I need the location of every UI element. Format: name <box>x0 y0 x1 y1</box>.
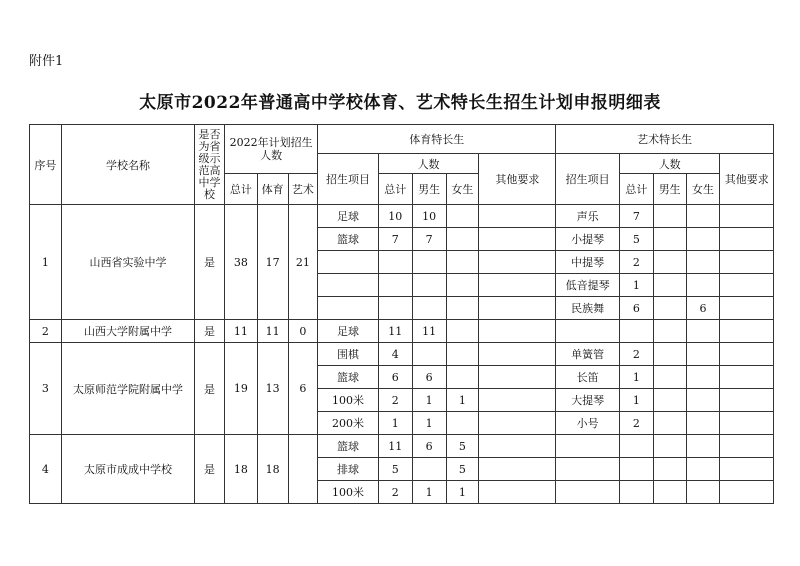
school-name: 太原市成成中学校 <box>61 435 194 504</box>
table-row <box>30 435 774 458</box>
sports-male <box>412 458 446 481</box>
art-female <box>686 389 720 412</box>
sports-other <box>479 228 556 251</box>
sports-male <box>412 274 446 297</box>
art-other <box>720 366 774 389</box>
art-total: 2 <box>619 343 653 366</box>
art-total <box>619 320 653 343</box>
art-male <box>653 458 686 481</box>
sports-project <box>318 274 379 297</box>
sports-other <box>479 366 556 389</box>
plan-sports: 11 <box>257 320 288 343</box>
header-sports-total: 总计 <box>378 174 412 205</box>
art-female <box>686 274 720 297</box>
school-name: 山西省实验中学 <box>61 205 194 320</box>
plan-total: 11 <box>224 320 257 343</box>
art-project: 低音提琴 <box>556 274 620 297</box>
header-art-total: 总计 <box>619 174 653 205</box>
school-demo-flag: 是 <box>195 343 225 435</box>
sports-female: 1 <box>446 481 479 504</box>
sports-male: 6 <box>412 435 446 458</box>
sports-project: 围棋 <box>318 343 379 366</box>
header-plan-total: 总计 <box>224 174 257 205</box>
art-other <box>720 228 774 251</box>
art-female <box>686 343 720 366</box>
art-project: 单簧管 <box>556 343 620 366</box>
sports-total: 1 <box>378 412 412 435</box>
sports-project: 100米 <box>318 389 379 412</box>
school-name: 太原师范学院附属中学 <box>61 343 194 435</box>
sports-project: 200米 <box>318 412 379 435</box>
sports-female <box>446 228 479 251</box>
sports-other <box>479 343 556 366</box>
art-total: 7 <box>619 205 653 228</box>
art-male <box>653 205 686 228</box>
header-plan: 2022年计划招生人数 <box>224 125 317 174</box>
sports-female <box>446 251 479 274</box>
art-total: 1 <box>619 366 653 389</box>
sports-total <box>378 251 412 274</box>
header-art-group: 艺术特长生 <box>556 125 774 154</box>
header-sports-people: 人数 <box>378 154 479 174</box>
sports-other <box>479 320 556 343</box>
sports-project <box>318 297 379 320</box>
art-other <box>720 297 774 320</box>
art-female <box>686 458 720 481</box>
header-plan-sports: 体育 <box>257 174 288 205</box>
sports-project <box>318 251 379 274</box>
art-other <box>720 481 774 504</box>
sports-male: 7 <box>412 228 446 251</box>
sports-project: 排球 <box>318 458 379 481</box>
art-male <box>653 389 686 412</box>
sports-project: 足球 <box>318 205 379 228</box>
art-other <box>720 412 774 435</box>
plan-sports: 17 <box>257 205 288 320</box>
header-art-people: 人数 <box>619 154 720 174</box>
art-male <box>653 228 686 251</box>
sports-project: 篮球 <box>318 435 379 458</box>
art-total <box>619 458 653 481</box>
art-other <box>720 435 774 458</box>
school-demo-flag: 是 <box>195 435 225 504</box>
sports-total <box>378 274 412 297</box>
art-other <box>720 389 774 412</box>
sports-female <box>446 205 479 228</box>
school-seq: 3 <box>30 343 62 435</box>
art-male <box>653 274 686 297</box>
sports-total: 4 <box>378 343 412 366</box>
art-total <box>619 481 653 504</box>
sports-total <box>378 297 412 320</box>
art-project <box>556 481 620 504</box>
art-other <box>720 251 774 274</box>
art-male <box>653 297 686 320</box>
art-other <box>720 205 774 228</box>
sports-total: 10 <box>378 205 412 228</box>
sports-other <box>479 297 556 320</box>
art-female <box>686 205 720 228</box>
header-sports-group: 体育特长生 <box>318 125 556 154</box>
attachment-label: 附件1 <box>29 54 64 69</box>
sports-total: 2 <box>378 481 412 504</box>
art-project: 民族舞 <box>556 297 620 320</box>
school-seq: 1 <box>30 205 62 320</box>
sports-male <box>412 343 446 366</box>
art-total: 1 <box>619 274 653 297</box>
sports-total: 2 <box>378 389 412 412</box>
art-male <box>653 251 686 274</box>
sports-project: 篮球 <box>318 228 379 251</box>
plan-art: 0 <box>288 320 318 343</box>
art-female <box>686 366 720 389</box>
art-female <box>686 320 720 343</box>
art-total: 6 <box>619 297 653 320</box>
header-sports-other: 其他要求 <box>479 154 556 205</box>
sports-male: 11 <box>412 320 446 343</box>
sports-male: 1 <box>412 412 446 435</box>
sports-male: 10 <box>412 205 446 228</box>
header-art-female: 女生 <box>686 174 720 205</box>
art-male <box>653 481 686 504</box>
sports-project: 100米 <box>318 481 379 504</box>
art-total: 2 <box>619 251 653 274</box>
sports-male <box>412 297 446 320</box>
school-seq: 4 <box>30 435 62 504</box>
art-other <box>720 458 774 481</box>
sports-male: 6 <box>412 366 446 389</box>
sports-female <box>446 366 479 389</box>
art-total: 1 <box>619 389 653 412</box>
sports-other <box>479 251 556 274</box>
art-female <box>686 481 720 504</box>
school-demo-flag: 是 <box>195 320 225 343</box>
plan-table <box>29 124 774 504</box>
art-female <box>686 412 720 435</box>
plan-total: 18 <box>224 435 257 504</box>
sports-female <box>446 320 479 343</box>
sports-female <box>446 343 479 366</box>
art-project: 中提琴 <box>556 251 620 274</box>
sports-other <box>479 412 556 435</box>
art-male <box>653 320 686 343</box>
table-row <box>30 343 774 366</box>
art-total: 2 <box>619 412 653 435</box>
sports-total: 6 <box>378 366 412 389</box>
art-female <box>686 435 720 458</box>
sports-female: 5 <box>446 435 479 458</box>
sports-other <box>479 481 556 504</box>
header-art-other: 其他要求 <box>720 154 774 205</box>
art-female <box>686 228 720 251</box>
sports-other <box>479 458 556 481</box>
plan-total: 19 <box>224 343 257 435</box>
sports-female: 1 <box>446 389 479 412</box>
sports-female <box>446 297 479 320</box>
sports-female <box>446 412 479 435</box>
sports-total: 11 <box>378 320 412 343</box>
art-project: 小提琴 <box>556 228 620 251</box>
art-male <box>653 435 686 458</box>
sports-female <box>446 274 479 297</box>
header-demo: 是否为省级示范高中学校 <box>195 125 225 205</box>
header-art-male: 男生 <box>653 174 686 205</box>
plan-sports: 18 <box>257 435 288 504</box>
plan-art: 21 <box>288 205 318 320</box>
art-total <box>619 435 653 458</box>
sports-total: 5 <box>378 458 412 481</box>
sports-total: 11 <box>378 435 412 458</box>
sports-other <box>479 274 556 297</box>
sports-male: 1 <box>412 481 446 504</box>
plan-total: 38 <box>224 205 257 320</box>
art-female: 6 <box>686 297 720 320</box>
art-male <box>653 343 686 366</box>
header-seq: 序号 <box>30 125 62 205</box>
art-male <box>653 366 686 389</box>
art-project: 小号 <box>556 412 620 435</box>
header-plan-art: 艺术 <box>288 174 318 205</box>
plan-art: 6 <box>288 343 318 435</box>
header-sports-male: 男生 <box>412 174 446 205</box>
sports-female: 5 <box>446 458 479 481</box>
plan-art <box>288 435 318 504</box>
sports-male: 1 <box>412 389 446 412</box>
sports-other <box>479 435 556 458</box>
sports-project: 足球 <box>318 320 379 343</box>
header-school: 学校名称 <box>61 125 194 205</box>
art-female <box>686 251 720 274</box>
art-total: 5 <box>619 228 653 251</box>
sports-project: 篮球 <box>318 366 379 389</box>
school-demo-flag: 是 <box>195 205 225 320</box>
art-male <box>653 412 686 435</box>
header-sports-female: 女生 <box>446 174 479 205</box>
sports-total: 7 <box>378 228 412 251</box>
sports-other <box>479 389 556 412</box>
sports-male <box>412 251 446 274</box>
table-row <box>30 205 774 228</box>
art-project: 长笛 <box>556 366 620 389</box>
header-art-project: 招生项目 <box>556 154 620 205</box>
school-seq: 2 <box>30 320 62 343</box>
art-other <box>720 274 774 297</box>
school-name: 山西大学附属中学 <box>61 320 194 343</box>
art-project: 大提琴 <box>556 389 620 412</box>
plan-sports: 13 <box>257 343 288 435</box>
document-title: 太原市2022年普通高中学校体育、艺术特长生招生计划申报明细表 <box>139 93 661 113</box>
art-project <box>556 435 620 458</box>
header-sports-project: 招生项目 <box>318 154 379 205</box>
art-project <box>556 458 620 481</box>
art-project <box>556 320 620 343</box>
sports-other <box>479 205 556 228</box>
art-other <box>720 320 774 343</box>
art-project: 声乐 <box>556 205 620 228</box>
art-other <box>720 343 774 366</box>
table-row <box>30 320 774 343</box>
